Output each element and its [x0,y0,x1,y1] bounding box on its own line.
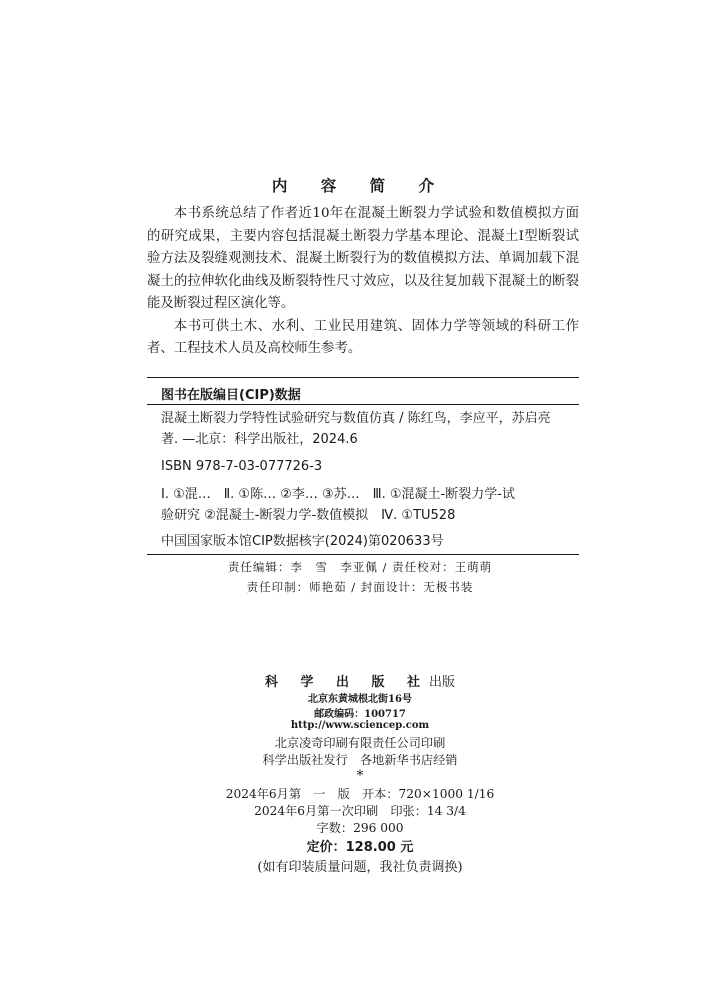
publisher-postcode: 邮政编码：100717 [314,709,406,720]
cip-subject-line: 验研究 ②混凝土-断裂力学-数值模拟 Ⅳ. ①TU528 [161,508,456,523]
printer-line: 北京凌奇印刷有限责任公司印刷 [274,736,446,750]
credits-production: 责任印制：师艳茹 / 封面设计：无极书装 [246,580,474,594]
publisher-suffix: 出版 [429,675,456,690]
distribution-line: 科学出版社发行 各地新华书店经销 [262,753,458,767]
publisher-address: 北京东黄城根北街16号 [308,694,412,705]
edition-line: 2024年6月第 一 版 开本：720×1000 1/16 [225,787,495,801]
publisher-line [0,671,720,690]
printing-line: 2024年6月第一次印刷 印张：14 3/4 [254,804,466,818]
cip-top-rule [147,377,579,378]
word-count-line: 字数：296 000 [316,821,404,835]
price-line: 定价：128.00 元 [306,840,414,855]
cip-heading-rule [147,404,579,405]
summary-body [147,203,579,361]
credits-editors: 责任编辑：李 雪 李亚佩 / 责任校对：王萌萌 [227,560,493,574]
cip-heading: 图书在版编目(CIP)数据 [161,388,301,403]
summary-paragraph: 本书可供土木、水利、工业民用建筑、固体力学等领域的科研工作者、工程技术人员及高校师生参考。 [147,318,579,356]
cip-subject-line: Ⅰ. ①混… Ⅱ. ①陈… ②李… ③苏… Ⅲ. ①混凝土-断裂力学-试 [161,487,515,502]
cip-title-line: 著. —北京：科学出版社，2024.6 [161,432,358,447]
summary-paragraph: 本书系统总结了作者近10年在混凝土断裂力学试验和数值模拟方面的研究成果，主要内容包括混凝土断裂力学基本理论、混凝土Ⅰ型断裂试验方法及裂缝观测技术、混凝土断裂行为的数值模拟方法、单调加载下混凝土的拉伸软化曲线及断裂特性尺寸效应，以及往复加载下混凝土的断裂能及断裂过程区演化等。 [147,206,579,311]
cip-bottom-rule [147,554,579,555]
cip-isbn: ISBN 978-7-03-077726-3 [161,459,323,474]
cip-record-number: 中国国家版本馆CIP数据核字(2024)第020633号 [161,534,444,549]
quality-note: (如有印装质量问题，我社负责调换) [257,860,463,875]
summary-title: 内 容 简 介 [271,177,449,195]
publisher-name: 科 学 出 版 社 [264,675,430,690]
publisher-url: http://www.sciencep.com [290,720,430,731]
cip-title-line: 混凝土断裂力学特性试验研究与数值仿真 / 陈红鸟，李应平，苏启亮 [161,411,551,426]
separator-star: * [356,768,364,784]
